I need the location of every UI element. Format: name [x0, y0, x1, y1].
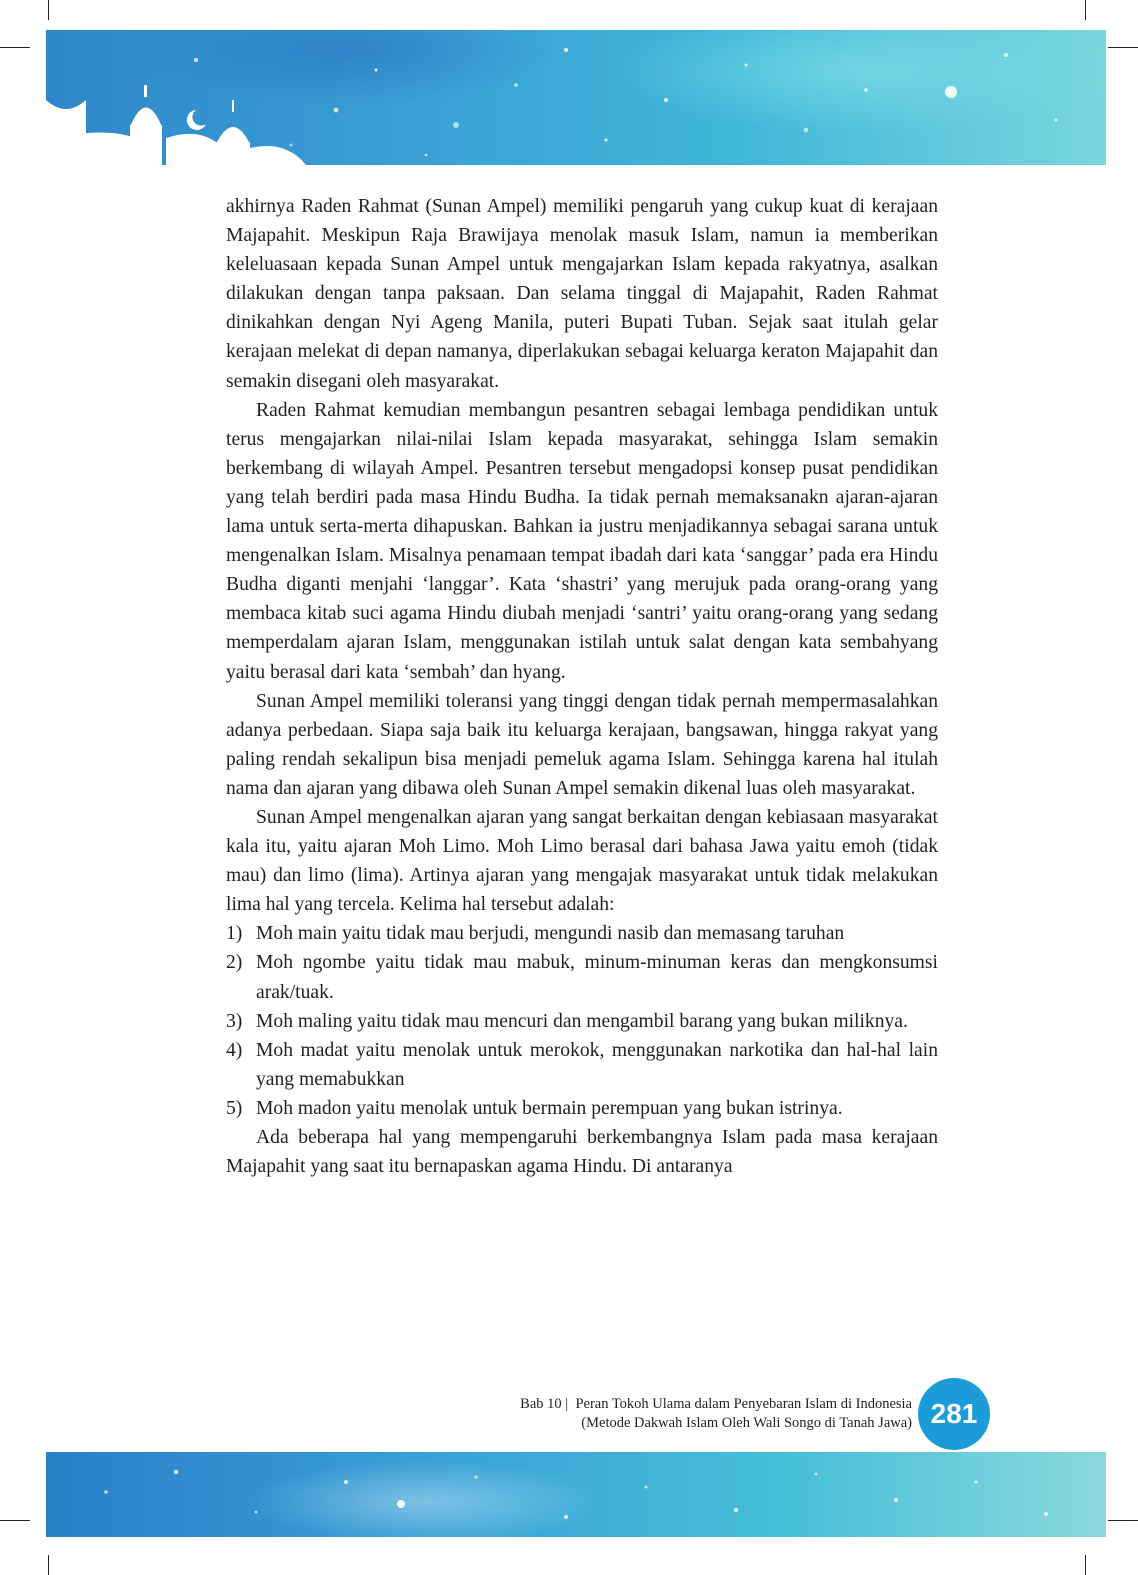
- crop-mark: [1085, 1555, 1086, 1575]
- list-text: Moh maling yaitu tidak mau mencuri dan mengambil barang yang bukan miliknya.: [256, 1010, 908, 1032]
- list-number: 2): [226, 952, 243, 974]
- list-number: 1): [226, 923, 243, 945]
- crop-mark: [48, 1555, 49, 1575]
- crop-mark: [48, 0, 49, 20]
- footer-line-1: [520, 1395, 912, 1414]
- moh-limo-list: [226, 919, 938, 1123]
- list-item: [226, 1007, 938, 1036]
- list-text: Moh main yaitu tidak mau berjudi, mengundi nasib dan memasang taruhan: [256, 923, 845, 945]
- paragraph: akhirnya Raden Rahmat (Sunan Ampel) memiliki pengaruh yang cukup kuat di kerajaan Majapahit. Meskipun Raja Brawijaya menolak masuk Islam, namun ia memberikan keleluasaan kepada Sunan Ampel untuk mengajarkan Islam kepada rakyatnya, asalkan dilakukan dengan tanpa paksaan. Dan selama tinggal di Majapahit, Raden Rahmat dinikahkan dengan Nyi Ageng Manila, puteri Bupati Tuban. Sejak saat itulah gelar kerajaan melekat di depan namanya, diperlakukan sebagai keluarga keraton Majapahit dan semakin disegani oleh masyarakat.: [226, 196, 938, 392]
- list-number: 4): [226, 1039, 243, 1061]
- paragraph: Ada beberapa hal yang mempengaruhi berkembangnya Islam pada masa kerajaan Majapahit yang saat itu bernapaskan agama Hindu. Di antaranya: [226, 1127, 938, 1178]
- list-item: [226, 948, 938, 1006]
- list-item: [226, 919, 938, 948]
- crop-mark: [1108, 1520, 1138, 1521]
- chapter-title: Peran Tokoh Ulama dalam Penyebaran Islam di Indonesia: [575, 1396, 912, 1412]
- paragraph: Raden Rahmat kemudian membangun pesantren sebagai lembaga pendidikan untuk terus mengajarkan nilai-nilai Islam kepada masyarakat, sehingga Islam semakin berkembang di wilayah Ampel. Pesantren tersebut mengadopsi konsep pusat pendidikan yang telah berdiri pada masa Hindu Budha. Ia tidak pernah memaksanakn ajaran-ajaran lama untuk serta-merta dihapuskan. Bahkan ia justru menjadikannya sebagai sarana untuk mengenalkan Islam. Misalnya penamaan tempat ibadah dari kata ‘sanggar’ pada era Hindu Budha diganti menjahi ‘langgar’. Kata ‘shastri’ yang merujuk pada orang-orang yang membaca kitab suci agama Hindu diubah menjadi ‘santri’ yaitu orang-orang yang sedang memperdalam ajaran Islam, menggunakan istilah untuk salat dengan kata sembahyang yaitu berasal dari kata ‘sembah’ dan hyang.: [226, 399, 938, 683]
- footer-banner: [46, 1452, 1106, 1537]
- list-item: [226, 1036, 938, 1094]
- body-text: [226, 192, 938, 1181]
- mosque-icon: [46, 85, 306, 165]
- list-text: Moh ngombe yaitu tidak mau mabuk, minum-minuman keras dan mengkonsumsi arak/tuak.: [256, 952, 938, 1003]
- list-number: 5): [226, 1097, 243, 1119]
- header-banner: [46, 30, 1106, 165]
- crop-mark: [0, 47, 30, 48]
- crop-mark: [0, 1520, 30, 1521]
- chapter-label: Bab 10 |: [520, 1396, 569, 1412]
- chapter-subtitle: (Metode Dakwah Islam Oleh Wali Songo di Tanah Jawa): [581, 1415, 912, 1431]
- sparkles-decoration: [46, 30, 1106, 165]
- running-footer: [520, 1395, 912, 1433]
- paragraph: Sunan Ampel mengenalkan ajaran yang sangat berkaitan dengan kebiasaan masyarakat kala itu, yaitu ajaran Moh Limo. Moh Limo berasal dari bahasa Jawa yaitu emoh (tidak mau) dan limo (lima). Artinya ajaran yang mengajak masyarakat untuk tidak melakukan lima hal yang tercela. Kelima hal tersebut adalah:: [226, 806, 938, 916]
- list-number: 3): [226, 1010, 243, 1032]
- paragraph: Sunan Ampel memiliki toleransi yang tinggi dengan tidak pernah mempermasalahkan adanya perbedaan. Siapa saja baik itu keluarga kerajaan, bangsawan, hingga rakyat yang paling rendah sekalipun bisa menjadi pemeluk agama Islam. Sehingga karena hal itulah nama dan ajaran yang dibawa oleh Sunan Ampel semakin dikenal luas oleh masyarakat.: [226, 690, 938, 799]
- page-number: 281: [918, 1378, 990, 1450]
- sparkles-decoration: [46, 1452, 1106, 1537]
- list-text: Moh madat yaitu menolak untuk merokok, menggunakan narkotika dan hal-hal lain yang memabukkan: [256, 1039, 938, 1090]
- crop-mark: [1085, 0, 1086, 20]
- list-item: [226, 1094, 938, 1123]
- crop-mark: [1108, 47, 1138, 48]
- list-text: Moh madon yaitu menolak untuk bermain perempuan yang bukan istrinya.: [256, 1097, 843, 1119]
